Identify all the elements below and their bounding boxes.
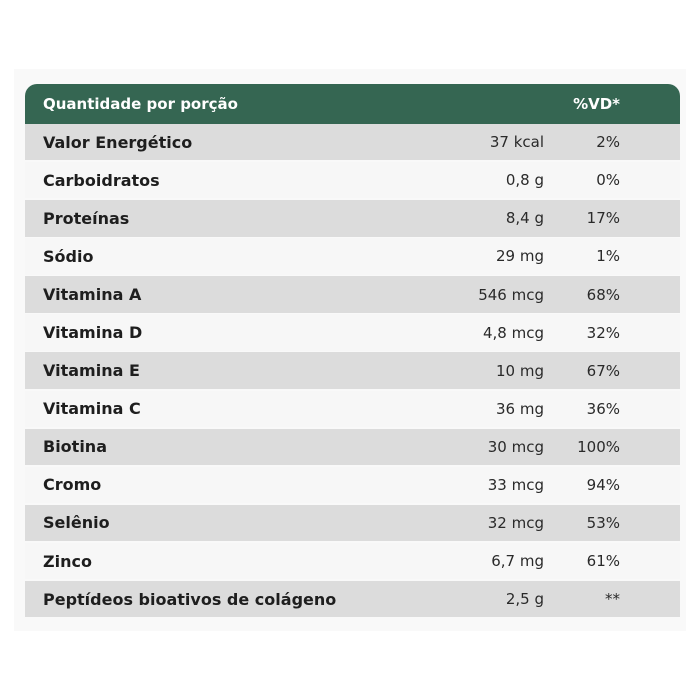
nutrient-name: Valor Energético [43,132,193,152]
nutrient-name: Proteínas [43,208,130,228]
nutrient-daily-value: 0% [596,171,620,190]
nutrient-quantity: 30 mcg [487,437,544,456]
table-row [25,467,680,503]
table-row [25,124,680,160]
nutrient-daily-value: 94% [586,475,620,494]
nutrient-daily-value: 2% [596,133,620,152]
table-row [25,352,680,388]
table-row [25,200,680,236]
header-vd-label: %VD* [573,95,620,113]
nutrition-table [25,84,680,617]
table-row [25,314,680,350]
nutrient-daily-value: 53% [586,513,620,532]
nutrient-quantity: 37 kcal [489,133,544,152]
nutrient-daily-value: 67% [586,361,620,380]
table-body [25,124,680,617]
nutrient-quantity: 10 mg [496,361,544,380]
nutrient-name: Zinco [43,551,92,571]
table-row [25,238,680,274]
nutrient-quantity: 2,5 g [505,590,544,609]
nutrient-quantity: 36 mg [496,399,544,418]
nutrient-name: Peptídeos bioativos de colágeno [43,589,337,609]
table-row [25,429,680,465]
nutrient-name: Vitamina C [43,399,141,419]
nutrient-daily-value: 17% [586,209,620,228]
nutrient-quantity: 29 mg [496,247,544,266]
table-row [25,276,680,312]
nutrient-name: Sódio [43,246,94,266]
table-row [25,543,680,579]
nutrient-daily-value: 68% [586,285,620,304]
nutrient-quantity: 6,7 mg [491,552,544,571]
table-row [25,391,680,427]
header-quantity-label: Quantidade por porção [43,95,238,113]
nutrient-quantity: 8,4 g [505,209,544,228]
nutrient-name: Cromo [43,475,102,495]
table-row [25,581,680,617]
nutrient-quantity: 32 mcg [487,513,544,532]
nutrient-daily-value: 100% [577,437,620,456]
nutrient-daily-value: 61% [586,552,620,571]
nutrient-daily-value: 36% [586,399,620,418]
nutrient-daily-value: ** [605,590,620,609]
nutrient-name: Vitamina E [43,361,140,381]
table-row [25,162,680,198]
nutrient-daily-value: 32% [586,323,620,342]
nutrient-quantity: 0,8 g [505,171,544,190]
table-header [25,84,680,124]
nutrient-name: Biotina [43,437,107,457]
nutrient-daily-value: 1% [596,247,620,266]
nutrient-name: Vitamina A [43,285,142,304]
nutrient-name: Selênio [43,513,110,533]
nutrient-name: Carboidratos [43,170,160,190]
nutrient-quantity: 33 mcg [487,475,544,494]
nutrient-name: Vitamina D [43,323,143,343]
table-row [25,505,680,541]
nutrient-quantity: 546 mcg [478,285,544,304]
nutrient-quantity: 4,8 mcg [482,323,544,342]
